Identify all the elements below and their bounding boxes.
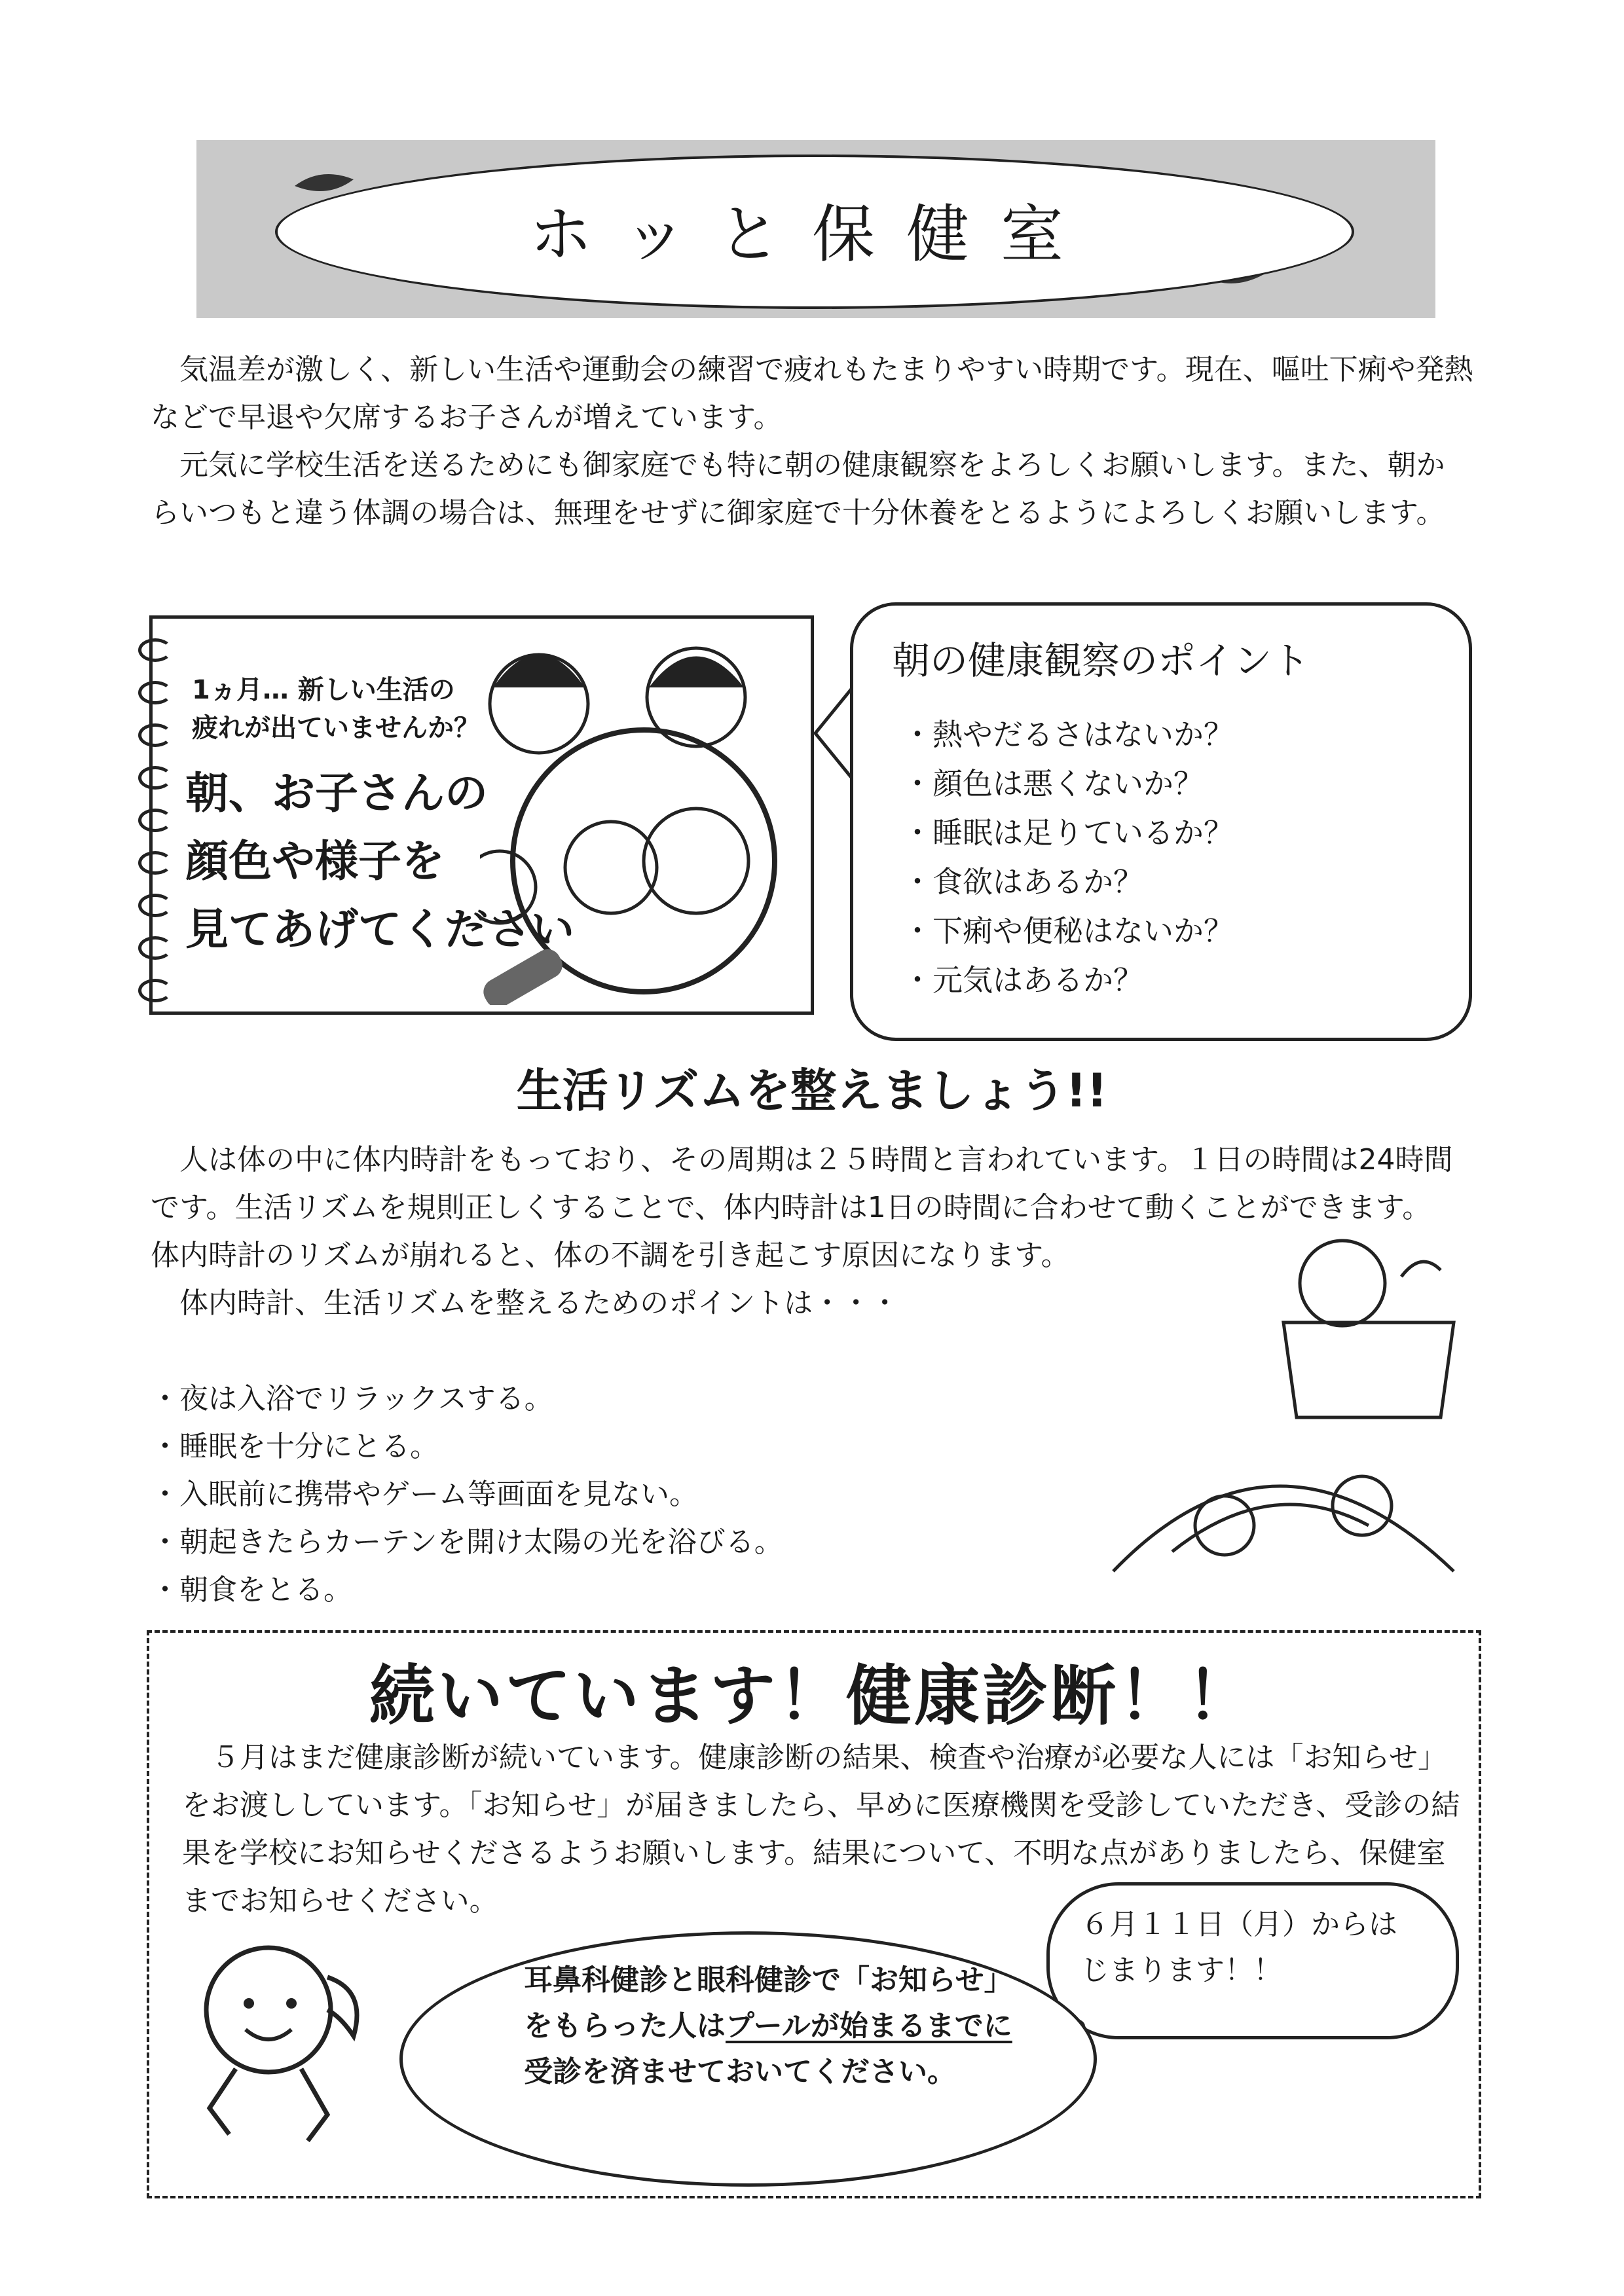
rhythm-heading: 生活リズムを整えましょう!!: [516, 1064, 1108, 1118]
rhythm-paragraph-2: 体内時計のリズムが崩れると、体の不調を引き起こす原因になります。: [151, 1239, 1070, 1272]
girl-mascot-icon: [170, 1938, 419, 2174]
ring-icon: [138, 979, 172, 1002]
notebook-caption-line: 疲れが出ていませんか？: [192, 713, 480, 743]
checkup-text: ５月はまだ健康診断が続いています。健康診断の結果、検査や治療が必要な人には「お知らせ」をお渡ししています。「お知らせ」が届きましたら、早めに医療機関を受診していただき、受診の結果を学校にお知らせくださるようお願いします。結果について、不明な点がありましたら、保健室までお知らせください。: [182, 1741, 1460, 1918]
notebook-caption: [192, 671, 480, 747]
list-item: ・元気はあるか？: [902, 962, 1143, 998]
list-item: ・熱やだるさはないか？: [902, 717, 1234, 752]
cloud-text: ６月１１日（月）からはじまります！！: [1080, 1908, 1397, 1987]
rhythm-paragraph-3: 体内時計、生活リズムを整えるためのポイントは・・・: [151, 1286, 900, 1320]
intro-text: [151, 346, 1473, 537]
list-item: ・睡眠は足りているか？: [902, 815, 1234, 850]
intro-paragraph-2: 元気に学校生活を送るためにも御家庭でも特に朝の健康観察をよろしくお願いします。また、朝からいつもと違う体調の場合は、無理をせずに御家庭で十分休養をとるようによろしくお願いします。: [151, 448, 1445, 530]
ring-icon: [138, 681, 172, 704]
list-item: ・睡眠を十分にとる。: [151, 1430, 439, 1463]
list-item: ・下痢や便秘はないか？: [902, 913, 1234, 949]
sleeping-illustration-icon: [1107, 1447, 1460, 1578]
list-item: ・食欲はあるか？: [902, 864, 1143, 900]
health-points-title: 朝の健康観察のポイント: [892, 638, 1310, 683]
notebook-headline-line: 見てあげてください: [185, 904, 574, 955]
intro-paragraph-1: 気温差が激しく、新しい生活や運動会の練習で疲れもたまりやすい時期です。現在、嘔吐下痢や発熱などで早退や欠席するお子さんが増えています。: [151, 353, 1473, 434]
ring-icon: [138, 851, 172, 875]
reminder-text-part: 受診を済ませておいてください。: [524, 2055, 956, 2088]
ring-icon: [138, 894, 172, 917]
rhythm-points-list: [151, 1375, 783, 1614]
ring-icon: [138, 638, 172, 662]
list-item: ・朝起きたらカーテンを開け太陽の光を浴びる。: [151, 1525, 783, 1559]
list-item: ・入眠前に携帯やゲーム等画面を見ない。: [151, 1478, 698, 1511]
list-item: ・夜は入浴でリラックスする。: [151, 1382, 553, 1415]
notebook-caption-line: 1ヵ月… 新しい生活の: [192, 675, 455, 705]
notebook-headline-line: 顔色や様子を: [185, 836, 445, 886]
reminder-text: [524, 1958, 1035, 2095]
notebook-illustration: [149, 615, 814, 1015]
checkup-heading: 続いています！健康診断！！: [369, 1658, 1255, 1734]
notebook-headline-line: 朝、お子さんの: [185, 768, 488, 818]
list-item: ・朝食をとる。: [151, 1573, 352, 1607]
page-title: ホッと保健室: [529, 197, 1095, 271]
ring-icon: [138, 723, 172, 747]
list-item: ・顔色は悪くないか？: [902, 766, 1204, 801]
rhythm-paragraph-1: 人は体の中に体内時計をもっており、その周期は２５時間と言われています。１日の時間は24時間です。生活リズムを規則正しくすることで、体内時計は1日の時間に合わせて動くことができます。: [151, 1143, 1453, 1224]
ring-icon: [138, 766, 172, 790]
ring-icon: [138, 809, 172, 832]
ring-icon: [138, 936, 172, 960]
reminder-text-underlined: プールが始まるまでに: [726, 2009, 1012, 2043]
children-illustration-icon: [480, 625, 801, 1005]
health-points-list: [902, 710, 1234, 1005]
reminder-text-part: 耳鼻科健診と眼科健診で「お知らせ」をもらった人は: [524, 1963, 1013, 2043]
bath-illustration-icon: [1244, 1231, 1486, 1421]
